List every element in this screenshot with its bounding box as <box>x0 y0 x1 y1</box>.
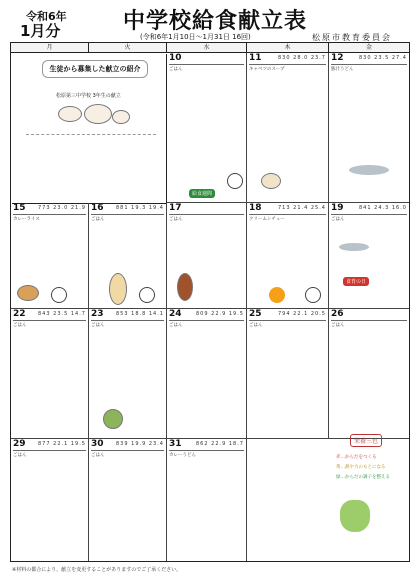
day-number: 15 <box>13 203 26 213</box>
nutrition-values: 830 28.0 23.7 <box>278 55 326 61</box>
weekday-header-thu: 木 <box>247 43 329 53</box>
food-photo-icon <box>112 110 130 124</box>
day-number: 18 <box>249 203 262 213</box>
weekday-header-wed: 水 <box>167 43 247 53</box>
day-cell <box>11 203 89 309</box>
day-number: 12 <box>331 53 344 63</box>
era-label: 令和6年 <box>26 10 67 23</box>
day-dish: ごはん <box>169 67 183 72</box>
day-cell <box>89 439 167 561</box>
day-cell <box>167 439 247 561</box>
divider <box>91 320 164 321</box>
fish-icon <box>349 165 389 175</box>
intro-title: 生徒から募集した献立の紹介 <box>42 60 148 78</box>
day-cell <box>167 309 247 439</box>
day-cell <box>167 203 247 309</box>
fish-icon <box>339 243 369 251</box>
nutrition-values: 794 22.1 20.5 <box>278 311 326 317</box>
organization-label: 松原市教育委員会 <box>312 33 392 42</box>
divider <box>331 64 407 65</box>
divider <box>249 64 326 65</box>
day-dish: ごはん <box>91 323 105 328</box>
nutrition-values: 839 19.9 23.4 <box>116 441 164 447</box>
day-dish: ごはん <box>169 323 183 328</box>
nutrition-values: 841 24.3 16.0 <box>359 205 407 211</box>
nutrition-values: 809 22.9 19.5 <box>196 311 244 317</box>
divider <box>169 64 244 65</box>
spoon-icon <box>305 287 321 303</box>
divider <box>331 320 407 321</box>
day-cell <box>247 203 329 309</box>
day-dish: 豚汁うどん <box>331 67 354 72</box>
weekday-header-tue: 火 <box>89 43 167 53</box>
day-cell <box>89 309 167 439</box>
day-number: 26 <box>331 309 344 319</box>
day-number: 17 <box>169 203 182 213</box>
day-dish: ごはん <box>91 453 105 458</box>
divider <box>13 214 86 215</box>
nutrition-values: 862 22.9 18.7 <box>196 441 244 447</box>
food-photo-icon <box>58 106 82 122</box>
day-dish: ごはん <box>249 323 263 328</box>
divider <box>169 450 244 451</box>
nutrition-values: 881 19.3 19.4 <box>116 205 164 211</box>
day-number: 25 <box>249 309 262 319</box>
garlic-icon <box>261 173 281 189</box>
day-dish: ごはん <box>169 217 183 222</box>
three-colors-title: 栄養三色 <box>350 434 382 447</box>
day-cell <box>11 309 89 439</box>
divider <box>13 450 86 451</box>
day-dish: カレーうどん <box>169 453 196 458</box>
intro-note <box>26 134 156 153</box>
nutrition-values: 773 23.0 21.9 <box>38 205 86 211</box>
divider <box>13 320 86 321</box>
day-cell <box>89 203 167 309</box>
footnote: ※材料の都合により、献立を変更することがありますのでご了承ください。 <box>12 567 182 573</box>
day-number: 10 <box>169 53 182 63</box>
day-number: 22 <box>13 309 26 319</box>
day-number: 19 <box>331 203 344 213</box>
day-cell <box>247 53 329 203</box>
nutrition-values: 830 23.5 27.4 <box>359 55 407 61</box>
three-colors-yellow: 黄…熱や力のもとになる <box>336 465 386 470</box>
day-dish: クリームシチュー <box>249 217 285 222</box>
daikon-icon <box>109 273 127 305</box>
day-cell <box>329 203 409 309</box>
nutrition-values: 853 18.8 14.1 <box>116 311 164 317</box>
three-colors-panel <box>332 420 402 560</box>
day-number: 24 <box>169 309 182 319</box>
mikan-icon <box>269 287 285 303</box>
weekday-header-fri: 金 <box>329 43 409 53</box>
divider <box>91 214 164 215</box>
nutrition-values: 713 21.4 25.4 <box>278 205 326 211</box>
lunch-day-badge: 食育の日 <box>343 277 369 286</box>
day-cell <box>247 309 329 439</box>
curry-icon <box>17 285 39 301</box>
day-dish: ごはん <box>91 217 105 222</box>
spoon-icon <box>51 287 67 303</box>
intro-subtitle: 松原第三中学校 3年生の献立 <box>56 93 121 99</box>
divider <box>249 214 326 215</box>
day-number: 11 <box>249 53 262 63</box>
day-dish: キャベツのスープ <box>249 67 285 72</box>
weekday-header-mon: 月 <box>11 43 89 53</box>
dragon-mascot-icon <box>340 500 370 532</box>
month-label: 1月分 <box>20 22 61 40</box>
divider <box>249 320 326 321</box>
day-number: 30 <box>91 439 104 449</box>
sweet-potato-icon <box>177 273 193 301</box>
day-dish: ごはん <box>13 323 27 328</box>
day-dish: ごはん <box>331 217 345 222</box>
divider <box>331 214 407 215</box>
spoon-icon <box>139 287 155 303</box>
divider <box>169 214 244 215</box>
divider <box>169 320 244 321</box>
day-number: 29 <box>13 439 26 449</box>
nutrition-values: 843 23.5 14.7 <box>38 311 86 317</box>
three-colors-green: 緑…からだの調子を整える <box>336 475 390 480</box>
period-label: (令和6年1月10日〜1月31日 16回) <box>140 33 251 41</box>
day-number: 23 <box>91 309 104 319</box>
three-colors-red: 赤…からだをつくる <box>336 455 377 460</box>
divider <box>91 450 164 451</box>
day-cell <box>329 53 409 203</box>
day-dish: ごはん <box>13 453 27 458</box>
pumpkin-icon <box>103 409 123 429</box>
day-number: 16 <box>91 203 104 213</box>
lunch-week-badge: 給食週間 <box>189 189 215 198</box>
day-cell <box>167 53 247 203</box>
food-photo-icon <box>84 104 112 124</box>
intro-panel <box>12 54 167 204</box>
day-dish: カレーライス <box>13 217 40 222</box>
page-title: 中学校給食献立表 <box>122 9 307 34</box>
day-dish: ごはん <box>331 323 345 328</box>
day-number: 31 <box>169 439 182 449</box>
nutrition-values: 877 22.1 19.5 <box>38 441 86 447</box>
day-cell <box>11 439 89 561</box>
spoon-icon <box>227 173 243 189</box>
